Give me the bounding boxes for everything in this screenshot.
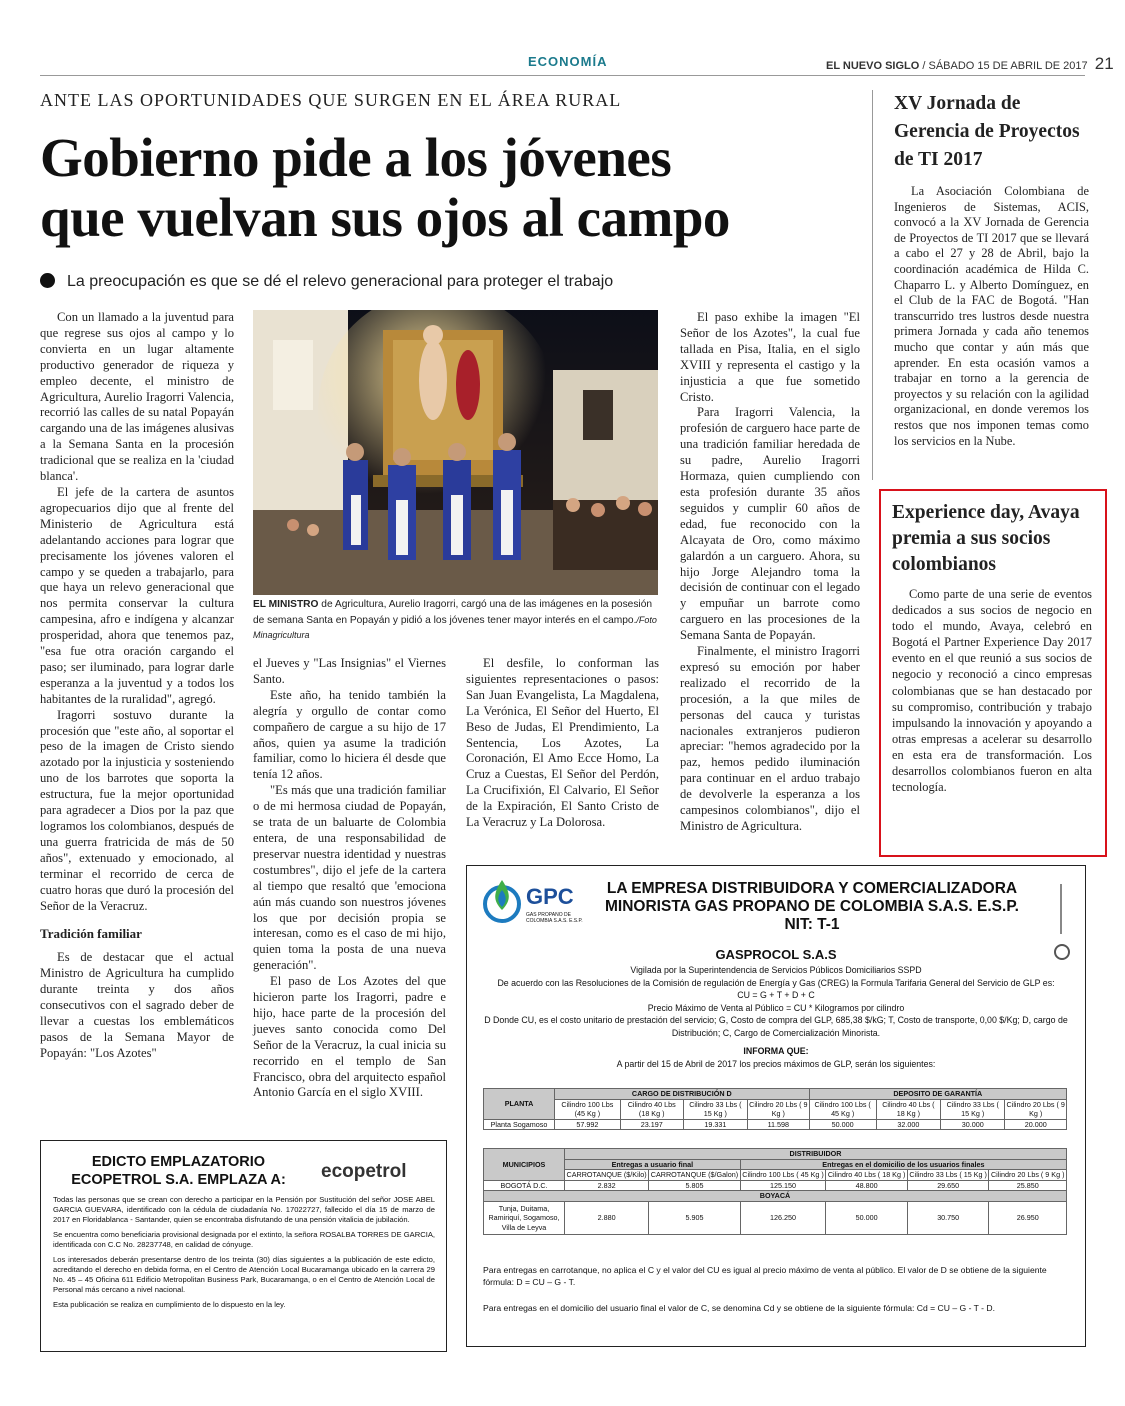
caption-lead: EL MINISTRO xyxy=(253,599,319,610)
table-cell: 25.850 xyxy=(989,1180,1067,1191)
article-kicker: ANTE LAS OPORTUNIDADES QUE SURGEN EN EL ÁREA RURAL xyxy=(40,90,622,110)
sidebar-jornada xyxy=(894,90,1089,449)
newspaper-name: EL NUEVO SIGLO xyxy=(826,60,920,72)
table-header: Entregas en el domicilio de los usuarios finales xyxy=(740,1159,1066,1170)
table-cell: 57.992 xyxy=(555,1119,621,1130)
table-cell: 50.000 xyxy=(809,1119,876,1130)
table-header: PLANTA xyxy=(484,1089,555,1120)
table-header: Cilindro 40 Lbs ( 18 Kg ) xyxy=(876,1099,940,1119)
page-number: 21 xyxy=(1094,54,1114,73)
table-cell: 126.250 xyxy=(740,1201,826,1235)
table-header: Cilindro 100 Lbs (45 Kg ) xyxy=(555,1099,621,1119)
price-table-distribuidor xyxy=(483,1148,1067,1235)
paragraph: La Asociación Colombiana de Ingenieros de Sistemas, ACIS, convocó a la XV Jornada de Gerencia de Proyectos de TI 2017 que se llevará a cabo el 27 y 28 de Abril, bajo la coordinación académica de Hilda C. Chaparro L. y Alberto Domínguez, en el Club de la FAC de Bogotá. "Han transcurrido tres lustros desde nuestra primera Jornada y cada año tenemos mucho que contar y aún más que aprender. En esta ocasión vamos a trabajar en torno a la gerencia de proyectos y su relación con la agilidad organizacional, en donde veremos los restos que nos imponen temas como los servicios en la Nube. xyxy=(894,184,1089,448)
table-cell: 48.800 xyxy=(826,1180,908,1191)
table-header: DEPOSITO DE GARANTÍA xyxy=(809,1089,1066,1100)
article-column-2 xyxy=(253,656,446,1101)
sidebar-body xyxy=(892,586,1092,795)
photo-credit: /Foto Minagricultura xyxy=(253,614,657,640)
caption-text: de Agricultura, Aurelio Iragorri, cargó una de las imágenes en la posesión de semana Santa en Popayán y pidió a los jóvenes tener mayor interés en el campo. xyxy=(253,599,653,626)
paragraph: El paso exhibe la imagen "El Señor de los Azotes", la cual fue tallada en Pisa, Italia, en el siglo XVIII y representa el castigo y la injusticia a que fue sometido Cristo. xyxy=(680,310,860,404)
table-header: Cilindro 100 Lbs ( 45 Kg ) xyxy=(740,1170,826,1181)
table-header: CARROTANQUE ($/Kilo) xyxy=(565,1170,649,1181)
ecopetrol-logo-text: ecopetrol xyxy=(321,1161,407,1182)
deck-text: La preocupación es que se dé el relevo generacional para proteger el trabajo xyxy=(67,273,614,290)
table-header: DISTRIBUIDOR xyxy=(565,1149,1067,1160)
paragraph: Es de destacar que el actual Ministro de Agricultura ha cumplido durante treinta y dos años consecutivos con el sagrado deber de llevar a cuestas los emblemáticos pasos de la Semana Mayor de Popayán: "Los Azotes" xyxy=(40,950,234,1060)
row-label: BOGOTÁ D.C. xyxy=(484,1180,565,1191)
table-cell: 2.880 xyxy=(565,1201,649,1235)
section-label: ECONOMÍA xyxy=(528,54,608,69)
gas-footnotes xyxy=(483,1264,1067,1314)
table-header: Cilindro 20 Lbs ( 9 Kg ) xyxy=(749,1099,808,1118)
paragraph: Se encuentra como beneficiaria provisional designada por el extinto, la señora ROSALBA TORRES DE GARCIA, identificada con C.C No. 28237748, en calidad de cónyuge. xyxy=(53,1230,435,1249)
table-header: Entregas a usuario final xyxy=(565,1159,741,1170)
gas-formula: CU = G + T + D + C xyxy=(737,990,815,1000)
flame-icon xyxy=(482,876,522,926)
table-cell: 5.805 xyxy=(649,1180,741,1191)
gas-informa: INFORMA QUE: xyxy=(743,1046,809,1056)
paragraph: Finalmente, el ministro Iragorri expresó su emoción por haber realizado el recorrido de la procesión, a la que miles de personas del cauca y turistas nacionales extranjeros pudieron apreciar: "hemos agradecido por la paz, hemos pedido iluminación para continuar en el arduo trabajo de devolverle la esperanza a los campesinos colombianos", dijo el Ministro de Agricultura. xyxy=(680,644,860,833)
table-header: Cilindro 20 Lbs ( 9 Kg ) xyxy=(989,1170,1067,1181)
gas-line: D Donde CU, es el costo unitario de prestación del servicio; G, Costo de compra del GLP, 685,38 $/kG; T, Costo de transporte, 0,00 $/Kg; D, cargo de Distribución; C, Cargo de Comercialización Minorista. xyxy=(484,1015,1068,1038)
table-header: MUNICIPIOS xyxy=(484,1149,565,1181)
paragraph: Para Iragorri Valencia, la profesión de carguero hace parte de una tradición familiar heredada de su padre, Aurelio Iragorri Hormaza, quien cumpliendo con esta profesión durante 35 años seguidos y cumplir 60 años de edad, fue reconocido con la Alcayata de Oro, como máximo galardón a un carguero. Ahora, su hijo Jorge Alejandro toma la decisión de continuar con el legado y empuñar un barrote como carguero en las procesiones de la Semana Santa de Popayán. xyxy=(680,405,860,643)
table-cell: 19.331 xyxy=(683,1119,747,1130)
headline-line-1: Gobierno pide a los jóvenes xyxy=(40,127,672,188)
paragraph: Los interesados deberán presentarse dentro de los treinta (30) días siguientes a la publicación de este edicto, acreditando el derecho en debida forma, en el Centro de Atención Local Bucaramanga ubicado en la carrera 29 No. 45 – 45 Oficina 611 Edificio Metropolitan Business Park, Bucaramanga, o en el Centro de Atención Local de Personal más cercano a nivel nacional. xyxy=(53,1255,435,1294)
table-row xyxy=(484,1119,1067,1130)
sidebar-avaya xyxy=(892,500,1092,795)
table-header: Cilindro 40 Lbs ( 18 Kg ) xyxy=(826,1170,908,1181)
paragraph: Iragorri sostuvo durante la procesión que "este año, al soportar el peso de la imagen de Cristo siendo azotado por la injusticia y sosteniendo uno de los barrotes que soporta la estructura, fue la mejor oportunidad para agradecer a Dios por la paz que logramos los colombianos, después de una guerra fratricida de más de 50 años", extenuado y emocionado, al terminar el recorrido de cerca de cuatro horas que duró la procesión del Señor de la Veracruz. xyxy=(40,707,234,913)
paragraph: Este año, ha tenido también la alegría y orgullo de contar como compañero de cargue a su hijo de 17 años, quien ya asume la tradición familiar, como lo hiciera él desde que tenía 12 años. xyxy=(253,687,446,782)
table-header: CARROTANQUE ($/Galon) xyxy=(649,1170,741,1181)
gas-line: A partir del 15 de Abril de 2017 los precios máximos de GLP, serán los siguientes: xyxy=(616,1058,936,1069)
table-cell: 26.950 xyxy=(989,1201,1067,1235)
edicto-header xyxy=(41,1153,316,1189)
footnote: Para entregas en el domicilio del usuario final el valor de C, se denomina Cd y se obtiene de la siguiente fórmula: Cd = CU – G - T - D. xyxy=(483,1303,995,1313)
paragraph: Esta publicación se realiza en cumplimiento de lo dispuesto en la ley. xyxy=(53,1300,286,1309)
row-label: Planta Sogamoso xyxy=(484,1119,555,1130)
sidebar-title: Experience day, Avaya premia a sus socios colombianos xyxy=(892,502,1080,575)
table-cell: 2.832 xyxy=(565,1180,649,1191)
table-header: Cilindro 40 Lbs (18 Kg ) xyxy=(620,1099,683,1119)
table-cell: 23.197 xyxy=(620,1119,683,1130)
table-cell: 29.650 xyxy=(907,1180,989,1191)
gas-nit: NIT: T-1 xyxy=(784,916,840,933)
header-rule xyxy=(40,75,1085,76)
paragraph: Todas las personas que se crean con derecho a participar en la Pensión por Sustitución del señor JOSE ABEL GARCIA GUEVARA, identificado con la cédula de ciudadanía No. 17022727, fallecido el día 15 de marzo de 2017 en Floridablanca - Santander, quien se encontraba disfrutando de una pensión vitalicia de jubilación. xyxy=(53,1195,435,1224)
table-cell: 50.000 xyxy=(826,1201,908,1235)
gas-line: De acuerdo con las Resoluciones de la Comisión de regulación de Energía y Gas (CREG) la Formula Tarifaria General del Servicio de GLP es: xyxy=(497,977,1055,988)
gpc-logo-text: GPC xyxy=(526,884,574,909)
sidebar-title: XV Jornada de Gerencia de Proyectos de TI 2017 xyxy=(894,93,1080,170)
gpc-logo xyxy=(482,876,592,936)
table-cell: 30.000 xyxy=(941,1119,1005,1130)
article-column-1 xyxy=(40,310,234,1062)
footnote: Para entregas en carrotanque, no aplica el C y el valor del CU es igual al precio máximo de venta al público. El valor de D se obtiene de la siguiente fórmula: D = CU – G - T. xyxy=(483,1265,1047,1287)
table-header: Cilindro 100 Lbs ( 45 Kg ) xyxy=(809,1099,876,1119)
gas-line: Vigilada por la Superintendencia de Servicios Públicos Domiciliarios SSPD xyxy=(630,965,922,975)
edicto-body xyxy=(53,1195,435,1310)
paragraph: el Jueves y "Las Insignias" el Viernes Santo. xyxy=(253,656,446,686)
photo-caption xyxy=(253,598,658,644)
table-cell: 5.905 xyxy=(649,1201,741,1235)
table-row xyxy=(484,1201,1067,1235)
gas-title-line-2: MINORISTA GAS PROPANO DE COLOMBIA S.A.S. E.S.P. xyxy=(605,898,1019,915)
bullet-icon xyxy=(40,273,55,288)
gas-title-line-1: LA EMPRESA DISTRIBUIDORA Y COMERCIALIZADORA xyxy=(606,880,1018,897)
page-info: EL NUEVO SIGLO / SÁBADO 15 DE ABRIL DE 2017 21 xyxy=(826,54,1114,73)
paragraph: "Es más que una tradición familiar o de mi hermosa ciudad de Popayán, se trata de un baluarte de Colombia entera, de una responsabilidad de preservar nuestra identidad y nuestras costumbres", dijo el jefe de la cartera al tiempo que resaltó que 'emociona aún más cuando son nuestros jóvenes los que por decisión propia se interesan, como es el caso de mi hijo, quien toma la posta de una nueva generación". xyxy=(253,783,446,973)
region-header: BOYACÁ xyxy=(484,1191,1067,1202)
table-cell: 125.150 xyxy=(740,1180,826,1191)
article-deck xyxy=(40,273,613,291)
paragraph: El jefe de la cartera de asuntos agropecuarios dijo que al frente del Ministerio de Agricultura está adelantando acciones para lograr que precisamente los jóvenes valoren el campo y se queden a trabajarlo, para que haya un relevo generacional que nos permita conservar la cultura campesina, afro e indígena y alcanzar prosperidad, ahora que tenemos paz, "esa fue otra oración cargando el paso; ser iluminado, para lograr darle esperanza a la juventud y a todos los habitantes de la ruralidad", agregó. xyxy=(40,484,234,706)
table-cell: 20.000 xyxy=(1005,1119,1067,1130)
table-header: Cilindro 33 Lbs ( 15 Kg ) xyxy=(941,1099,1005,1119)
edicto-subtitle: ECOPETROL S.A. EMPLAZA A: xyxy=(71,1172,286,1188)
gas-body xyxy=(477,946,1075,1070)
article-column-4 xyxy=(680,310,860,835)
column-divider xyxy=(872,90,873,480)
row-label: Tunja, Duitama, Ramiriquí, Sogamoso, Villa de Leyva xyxy=(484,1201,565,1235)
paragraph: Con un llamado a la juventud para que regrese sus ojos al campo y lo convierta en un lugar altamente productivo generador de riqueza y empleo decente, el ministro de Agricultura, Aurelio Iragorri Valencia, recorrió las calles de su natal Popayán cargando una de las imágenes alusivas a la Semana Santa en la procesión tradicional que se realiza en la 'ciudad blanca'. xyxy=(40,310,234,484)
sidebar-body xyxy=(894,184,1089,449)
gasprocol-ad xyxy=(466,865,1086,1347)
table-cell: 32.000 xyxy=(876,1119,940,1130)
table-row xyxy=(484,1180,1067,1191)
table-header: Cilindro 33 Lbs ( 15 Kg ) xyxy=(907,1170,989,1181)
gas-title xyxy=(587,880,1037,934)
edicto-title: EDICTO EMPLAZATORIO xyxy=(91,1154,266,1170)
article-column-3 xyxy=(466,656,659,831)
gas-line: Precio Máximo de Venta al Público = CU * Kilogramos por cilindro xyxy=(647,1002,905,1013)
table-header: Cilindro 33 Lbs ( 15 Kg ) xyxy=(683,1099,747,1119)
gas-company: GASPROCOL S.A.S xyxy=(715,947,837,962)
article-headline xyxy=(40,128,860,248)
subhead: Tradición familiar xyxy=(40,926,142,942)
paragraph: Como parte de una serie de eventos dedicados a sus socios de negocio en todo el mundo, Avaya, celebró en Bogotá el Partner Experience Day 2017 evento en el que reunió a sus socios de negocio y reconoció a cinco empresas colombianas que se han destacado por su compromiso, contribución y trabajo impulsando la innovación y apoyando a otras empresas a acelerar su desarrollo en esta era de transformación. Los desarrollos colombianos fueron en alta tecnología. xyxy=(892,587,1092,795)
table-header: CARGO DE DISTRIBUCIÓN D xyxy=(555,1089,810,1100)
table-cell: 30.750 xyxy=(907,1201,989,1235)
table-cell: 11.598 xyxy=(748,1119,810,1130)
paragraph: El desfile, lo conforman las siguientes representaciones o pasos: San Juan Evangelista, La Magdalena, La Verónica, El Señor del Huerto, El Beso de Judas, El Prendimiento, La Sentencia, Los Azotes, La Coronación, El Amo Ecce Homo, La Cruz a Cuestas, El Señor del Perdón, La Crucifixión, El Calvario, El Señor de la Expiración, El Santo Cristo de La Veracruz y La Dolorosa. xyxy=(466,656,659,830)
edicto-ad xyxy=(40,1140,447,1352)
headline-line-2: que vuelvan sus ojos al campo xyxy=(40,187,730,248)
issue-date: SÁBADO 15 DE ABRIL DE 2017 xyxy=(928,60,1088,72)
paragraph: El paso de Los Azotes del que hicieron parte los Iragorri, padre e hijo, hace parte de la procesión del jueves santo conocida como Del Señor de la Veracruz, la cual inicia su recorrido en el templo de San Francisco, obra del arquitecto español Antonio García en el siglo XVIII. xyxy=(253,974,446,1100)
table-header: Cilindro 20 Lbs ( 9 Kg ) xyxy=(1006,1099,1065,1118)
price-table-planta xyxy=(483,1088,1067,1130)
ecopetrol-logo xyxy=(321,1161,407,1183)
procession-photo xyxy=(253,310,658,595)
gpc-logo-subtitle: GAS PROPANO DE COLOMBIA S.A.S. E.S.P. xyxy=(526,912,583,924)
